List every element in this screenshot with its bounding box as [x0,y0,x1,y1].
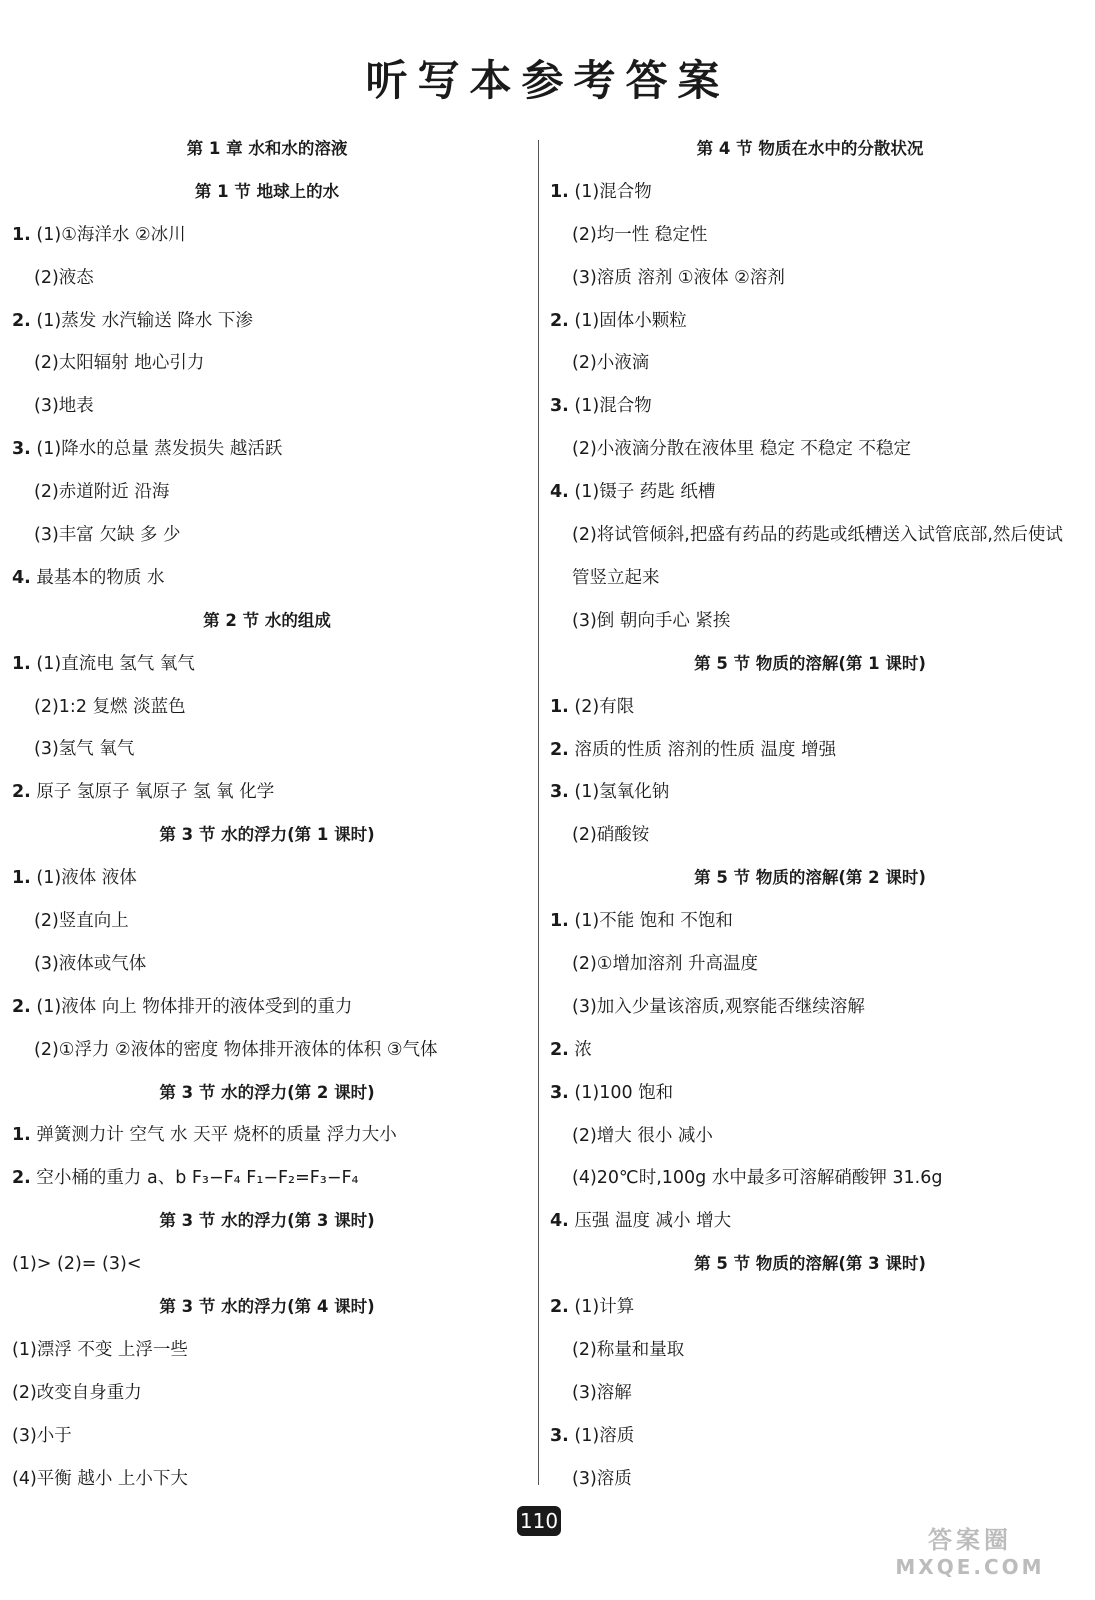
right-column [550,128,1070,1501]
answer-item [550,300,1070,343]
answer-subitem: (3)加入少量该溶质,观察能否继续溶解 [572,996,865,1017]
question-number: 2. [550,310,569,331]
answer-item [12,300,522,343]
answer-text: (1)直流电 氢气 氧气 [36,653,195,674]
answer-item [550,471,1070,514]
watermark-text-top: 答案圈 [928,1526,1012,1554]
answer-subitem: (2)竖直向上 [34,911,129,932]
question-number: 1. [550,696,569,717]
answer-item [12,643,522,686]
answer-subitem: (4)20℃时,100g 水中最多可溶解硝酸钾 31.6g [572,1168,943,1189]
column-divider [538,140,539,1485]
answer-text: 溶质的性质 溶剂的性质 温度 增强 [574,739,837,760]
answer-item [550,385,1070,428]
question-number: 3. [550,782,569,803]
answer-subitem: (2)①增加溶剂 升高温度 [572,953,759,974]
answer-subitem: (3)溶质 溶剂 ①液体 ②溶剂 [572,267,785,288]
answer-subitem: (2)太阳辐射 地心引力 [34,353,205,374]
section-heading: 第 5 节 物质的溶解(第 2 课时) [694,868,926,888]
question-number: 3. [550,396,569,417]
section-heading: 第 3 节 水的浮力(第 1 课时) [159,825,375,845]
answer-text: 浓 [574,1039,592,1060]
question-number: 4. [550,1211,569,1232]
question-number: 2. [550,739,569,760]
answer-subitem: (3)倒 朝向手心 紧挨 [572,610,731,631]
answer-line: (3)小于 [12,1425,72,1446]
section-heading: 第 5 节 物质的溶解(第 3 课时) [694,1254,926,1274]
answer-subitem: (2)均一性 稳定性 [572,224,708,245]
answer-text: (1)溶质 [574,1425,635,1446]
answer-item [550,729,1070,772]
page-number: 110 [517,1506,561,1536]
section-heading: 第 4 节 物质在水中的分散状况 [696,139,924,158]
answer-line: (2)改变自身重力 [12,1382,142,1403]
answer-text: (1)液体 向上 物体排开的液体受到的重力 [36,996,353,1017]
answer-text: 最基本的物质 水 [36,567,165,588]
question-number: 2. [12,1168,31,1189]
left-column [12,128,522,1501]
answer-subitem: (2)①浮力 ②液体的密度 物体排开液体的体积 ③气体 [34,1039,438,1060]
answer-text: (1)混合物 [574,181,652,202]
answer-item [550,771,1070,814]
answer-item [550,1029,1070,1072]
question-number: 1. [550,911,569,932]
page-title: 听写本参考答案 [365,56,730,105]
answer-item [12,1114,522,1157]
section-heading: 第 1 章 水和水的溶液 [186,139,348,158]
answer-item [550,171,1070,214]
answer-text: (2)有限 [574,696,635,717]
answer-text: (1)镊子 药匙 纸槽 [574,482,716,503]
answer-subitem: (3)溶质 [572,1468,632,1489]
question-number: 1. [12,653,31,674]
section-heading: 第 3 节 水的浮力(第 2 课时) [159,1082,375,1102]
answer-subitem: (2)小液滴分散在液体里 稳定 不稳定 不稳定 [572,439,911,460]
question-number: 1. [12,224,31,245]
watermark-text-bottom: MXQE.COM [895,1555,1045,1579]
watermark-logo [875,1520,1065,1580]
question-number: 2. [12,310,31,331]
question-number: 2. [550,1297,569,1318]
answer-subitem: (2)将试管倾斜,把盛有药品的药匙或纸槽送入试管底部,然后使试管竖立起来 [572,525,1063,588]
section-heading: 第 2 节 水的组成 [203,610,331,630]
answer-text: (1)计算 [574,1297,635,1318]
answer-item [12,771,522,814]
question-number: 1. [12,1125,31,1146]
answer-item [550,900,1070,943]
answer-item [12,428,522,471]
question-number: 3. [12,439,31,460]
answer-line: (4)平衡 越小 上小下大 [12,1468,188,1489]
answer-subitem: (3)溶解 [572,1382,632,1403]
question-number: 1. [12,868,31,889]
answer-text: (1)固体小颗粒 [574,310,687,331]
answer-item [12,986,522,1029]
answer-text: 弹簧测力计 空气 水 天平 烧杯的质量 浮力大小 [36,1125,397,1146]
question-number: 2. [12,996,31,1017]
answer-text: 原子 氢原子 氧原子 氢 氧 化学 [36,782,275,803]
question-number: 2. [12,782,31,803]
answer-text: (1)蒸发 水汽输送 降水 下渗 [36,310,253,331]
answer-item [550,1072,1070,1115]
answer-subitem: (3)地表 [34,396,94,417]
answer-text: (1)不能 饱和 不饱和 [574,911,733,932]
answer-subitem: (3)液体或气体 [34,953,147,974]
answer-text: (1)①海洋水 ②冰川 [36,224,186,245]
answer-item [550,1200,1070,1243]
answer-item [12,557,522,600]
answer-subitem: (3)丰富 欠缺 多 少 [34,525,181,546]
section-heading: 第 5 节 物质的溶解(第 1 课时) [694,653,926,673]
question-number: 1. [550,181,569,202]
answer-subitem: (2)称量和量取 [572,1339,685,1360]
answer-subitem: (2)硝酸铵 [572,825,650,846]
answer-text: (1)降水的总量 蒸发损失 越活跃 [36,439,283,460]
answer-subitem: (2)增大 很小 减小 [572,1125,713,1146]
answer-text: (1)氢氧化钠 [574,782,670,803]
answer-subitem: (2)液态 [34,267,94,288]
answer-text: 空小桶的重力 a、b F₃−F₄ F₁−F₂=F₃−F₄ [36,1168,359,1189]
section-heading: 第 1 节 地球上的水 [194,181,340,201]
answer-text: (1)混合物 [574,396,652,417]
answer-item [12,1157,522,1200]
answer-item [550,686,1070,729]
answer-text: 压强 温度 减小 增大 [574,1211,732,1232]
answer-subitem: (2)小液滴 [572,353,650,374]
answer-subitem: (2)1:2 复燃 淡蓝色 [34,696,186,717]
answer-item [12,857,522,900]
question-number: 4. [12,567,31,588]
answer-line: (1)> (2)= (3)< [12,1254,142,1275]
answer-subitem: (2)赤道附近 沿海 [34,482,170,503]
question-number: 2. [550,1039,569,1060]
question-number: 3. [550,1425,569,1446]
section-heading: 第 3 节 水的浮力(第 3 课时) [159,1211,375,1231]
section-heading: 第 3 节 水的浮力(第 4 课时) [159,1297,375,1317]
answer-subitem: (3)氢气 氧气 [34,739,135,760]
question-number: 4. [550,482,569,503]
answer-line: (1)漂浮 不变 上浮一些 [12,1339,188,1360]
question-number: 3. [550,1082,569,1103]
answer-item [550,1415,1070,1458]
answer-item [550,1286,1070,1329]
answer-text: (1)100 饱和 [574,1082,674,1103]
answer-text: (1)液体 液体 [36,868,137,889]
answer-item [12,214,522,257]
